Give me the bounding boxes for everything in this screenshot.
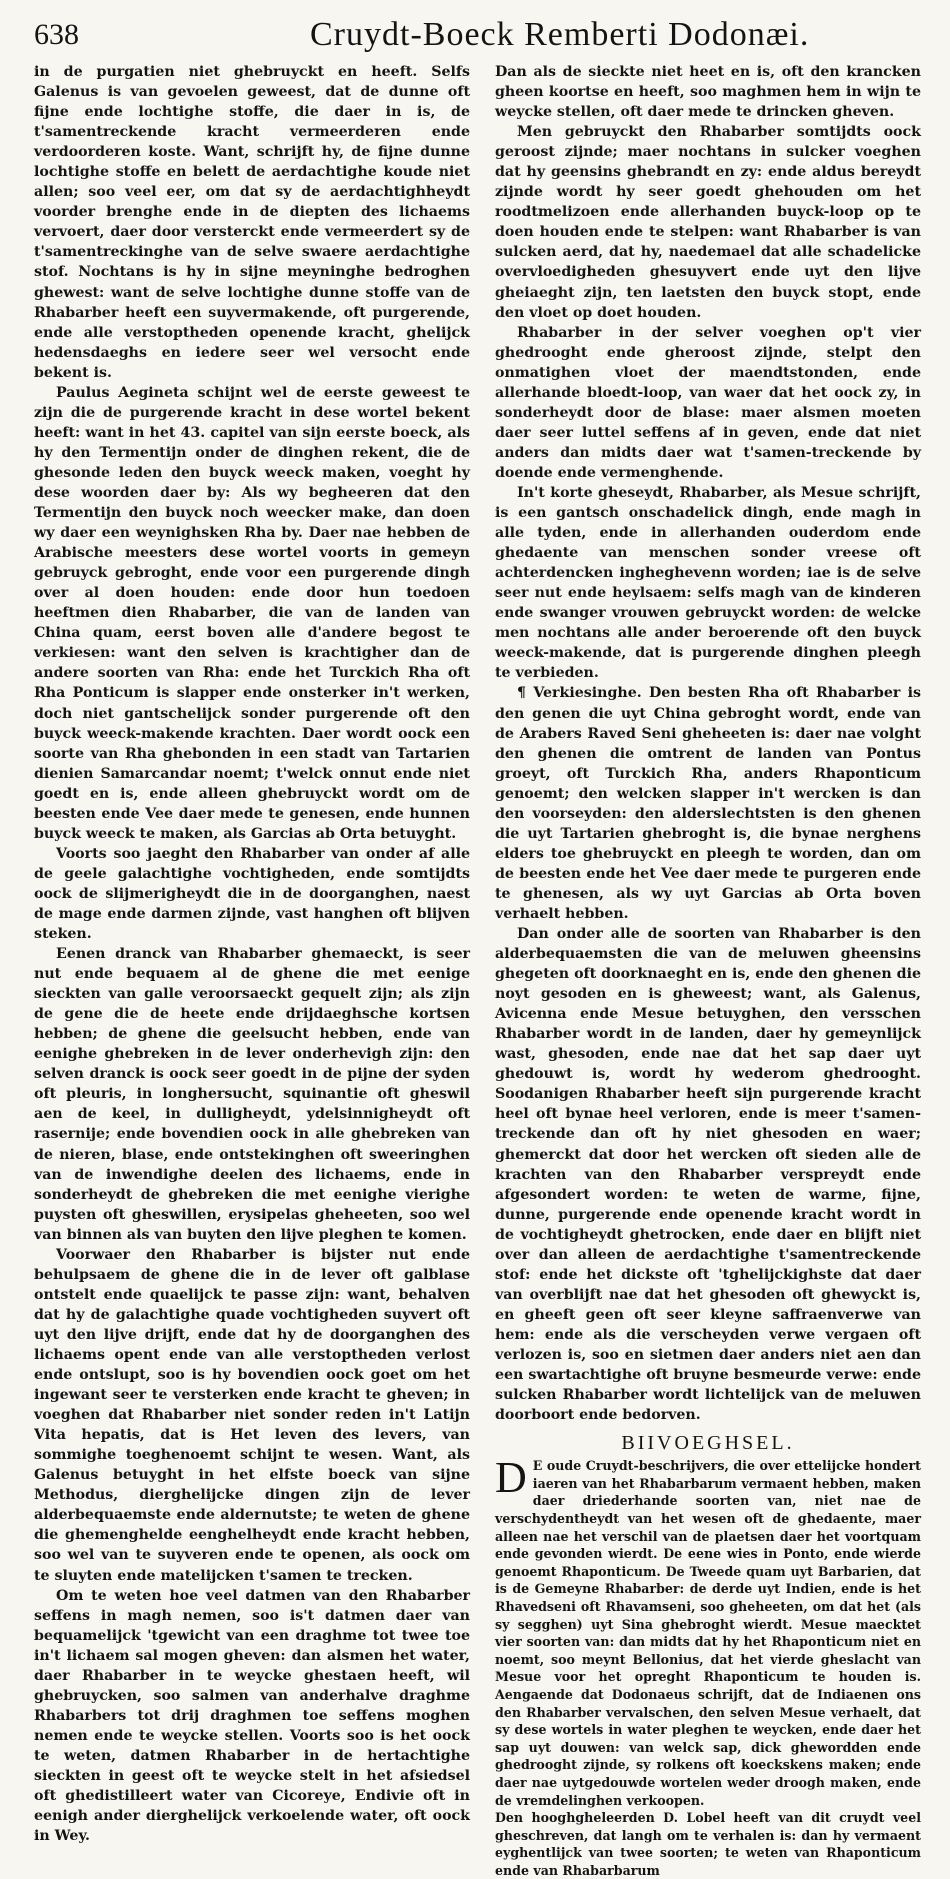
appendix	[495, 1453, 921, 1879]
running-title: Cruydt-Boeck Remberti Dodonæi.	[310, 16, 810, 53]
paragraph: Men gebruyckt den Rhabarber somtijdts oock geroost zijnde; maer nochtans in sulcker voeghen dat hy geensins ghebrandt en zy: ende aldus bereydt zijnde wordt hy seer goedt ghehouden om het roodtmelizoen ende allerhanden buyck-loop op te doen houden ende te stelpen: want Rhabarber is van sulcken aerd, dat hy, naedemael dat alle schadelicke overvloedigheden ghesuyvert ende uyt den lijve gheiaeght zijn, ten laetsten den buyck stopt, ende den vloet op doet houden.	[495, 124, 921, 321]
right-column	[495, 62, 921, 1878]
page-number: 638	[34, 18, 79, 51]
paragraph: Dan als de sieckte niet heet en is, oft den krancken gheen koortse en heeft, soo maghmen hem in wijn te weycke stellen, oft daer mede te drincken gheven.	[495, 64, 921, 121]
paragraph: in de purgatien niet ghebruyckt en heeft. Selfs Galenus is van gevoelen geweest, dat de dunne oft fijne ende lochtighe stoffe, die daer in is, de t'samentreckende kracht vermeerderen ende verdoorderen koste. Want, schrijft hy, de fijne dunne lochtighe stoffe en belett de aerdachtighe koude niet allen; soo veel eer, om dat sy de aerdachtighheydt voorder brenghe ende in de diepten des lichaems vervoert, daer door versterckt ende vermeerdert sy de t'samentreckinghe van de selve swaere aerdachtighe stof. Nochtans is hy in sijne meyninghe bedroghen ghewest: want de selve lochtighe dunne stoffe van de Rhabarber heeft een suyvermakende, oft purgerende, ende alle verstoptheden openende kracht, ghelijck hedensdaeghs en iedere seer wel versocht ende bekent is.	[34, 64, 470, 381]
paragraph: Voorts soo jaeght den Rhabarber van onder af alle de geele galachtighe vochtigheden, ende somtijdts oock de slijmerigheydt die in de doorganghen, naest de mage ende darmen zijnde, vast hanghen oft blijven steken.	[34, 845, 470, 943]
appendix-paragraph	[495, 1453, 921, 1809]
appendix-heading: BIIVOEGHSEL.	[621, 1432, 795, 1455]
appendix-text: E oude Cruydt-beschrijvers, die over ettelijcke hondert iaeren van het Rhabarbarum vermaent hebben, maken daer driederhande soorten van, niet nae de verschydentheydt van het wesen oft de ghedaente, maer alleen nae het verschil van de plaetsen daer het voortquam ende gevonden wierdt. De eene wies in Ponto, ende wierde genoemt Rhaponticum. De Tweede quam uyt Barbarien, dat is de Gemeyne Rhabarber: de derde uyt Indien, ende is het Rhavedseni oft Rhavamseni, soo gheheeten, om dat het (als sy segghen) uyt Sina ghebroght wierdt. Mesue maecktet vier soorten van: dan midts dat hy het Rhaponticum niet en noemt, soo meynt Bellonius, dat het vierde gheslacht van Mesue voor het opreght Rhaponticum te houden is. Aengaende dat Dodonaeus schrijft, dat de Indiaenen ons den Rhabarber vervalschen, den selven Mesue verhaelt, dat sy dese wortels in water pleghen te weycken, ende daer het sap uyt douwen: van welck sap, dick ghewordden ende ghedrooght zijnde, sy rolkens oft koeckskens maken; ende daer nae uytgedouwde wortelen weder droogh maken, ende de vremdelinghen verkoopen.	[495, 1458, 921, 1808]
paragraph: Voorwaer den Rhabarber is bijster nut ende behulpsaem de ghene die in de lever oft galblase ontstelt ende quaelijck te passe zijn: want, behalven dat hy de galachtighe quade vochtigheden suyvert oft uyt den lijve drijft, ende dat hy de doorganghen des lichaems opent ende van alle verstoptheden verlost ende ontslupt, soo is hy bovendien oock goet om het ingewant seer te versterken ende kracht te gheven; in voeghen dat Rhabarber niet sonder reden in't Latijn Vita hepatis, dat is Het leven des levers, van sommighe toeghenoemt schijnt te wesen. Want, als Galenus betuyght in het elfste boeck van sijne Methodus, dierghelijcke dingen zijn de lever alderbequaemste ende aldernutste; te weten de ghene die ghemenghelde eenghelheydt ende kracht hebben, soo wel van te suyveren ende te openen, als oock om te sluyten ende matelijcken t'samen te trecken.	[34, 1246, 470, 1584]
appendix-paragraph: Den hooghgheleerden D. Lobel heeft van dit cruydt veel gheschreven, dat langh om te verhalen is: dan hy vermaent eyghentlijck van twee soorten; te weten van Rhaponticum ende van Rhabarbarum	[495, 1810, 921, 1878]
paragraph: ¶ Verkiesinghe. Den besten Rha oft Rhabarber is den genen die uyt China gebroght wordt, ende van de Arabers Raved Seni gheheeten is: daer nae volght den ghenen die omtrent de landen van Pontus groeyt, oft Turckich Rha, anders Rhaponticum genoemt; den welcken slapper in't wercken is dan den voorseyden: den alderslechtsten is den ghenen die uyt Tartarien ghebroght is, die bynae nerghens elders toe ghebruyckt en pleegh te worden, dan om de beesten ende het Vee daer mede te purgeren ende te ghenesen, als wy uyt Garcias ab Orta boven verhaelt hebben.	[495, 685, 921, 922]
paragraph: Paulus Aegineta schijnt wel de eerste geweest te zijn die de purgerende kracht in dese wortel bekent heeft: want in het 43. capitel van sijn eerste boeck, als hy den Termentijn onder de dinghen rekent, die de ghesonde leden den buyck weeck maken, voeght hy dese woorden daer by: Als wy begheeren dat den Termentijn den buyck noch weecker make, dan doen wy daer een weynighsken Rha by. Daer nae hebben de Arabische meesters dese wortel voorts in gemeyn gebruyck gebroght, ende voor een purgerende dingh over al doen houden: ende door hun toedoen heeftmen dien Rhabarber, die van de landen van China quam, eerst boven alle d'andere begost te verkiesen: want den selven is krachtigher dan de andere soorten van Rha: ende het Turckich Rha oft Rha Ponticum is slapper ende onsterker in't werken, doch niet gantschelijck sonder purgerende oft den buyck weeck-makende krachten. Daer wordt oock een soorte van Rha ghebonden in een stadt van Tartarien dienien Samarcandar noemt; t'welck onnut ende niet goedt en is, ende alleen ghebruyckt wordt om de beesten ende Vee daer mede te genesen, ende hunnen buyck weeck te maken, als Garcias ab Orta betuyght.	[34, 384, 470, 842]
page-header	[30, 8, 920, 54]
paragraph: Rhabarber in der selver voeghen op't vier ghedrooght ende gheroost zijnde, stelpt den onmatighen vloet der maendtstonden, ende allerhande bloedt-loop, van waer dat het oock zy, in sonderheydt door de blase: maer alsmen moeten daer seer luttel seffens af in geven, ende dat niet anders dan midts daer wat t'samen-treckende by doende ende vermenghende.	[495, 324, 921, 481]
paragraph: Eenen dranck van Rhabarber ghemaeckt, is seer nut ende bequaem al de ghene die met eenige sieckten van galle veroorsaeckt gequelt zijn; als zijn de gene die de heete ende drijdaeghsche kortsen hebben; de ghene die geelsucht hebben, ende van eenighe ghebreken in de lever onderhevigh zijn: den selven dranck is oock seer goedt in de pijne der syden oft pleuris, in longhersucht, squinantie oft gheswil aen de keel, in dulligheydt, ydelsinnigheydt oft rasernije; ende bovendien oock in alle ghebreken van de nieren, blase, ende ontstekinghen oft sweeringhen van de inwendighe deelen des lichaems, ende in sonderheydt de ghebreken die met eenighe vierighe puysten oft gheswillen, erysipelas gheheeten, soo wel van binnen als van buyten den lijve pleghen te komen.	[34, 946, 470, 1243]
paragraph: Om te weten hoe veel datmen van den Rhabarber seffens in magh nemen, soo is't datmen daer van bequamelijck 'tgewicht van een draghme tot twee toe in't lichaem sal mogen gheven: dan alsmen het water, daer Rhabarber in te weycke ghestaen heeft, wil ghebruycken, soo salmen van anderhalve draghme Rhabarbers tot drij draghmen toe seffens moghen nemen ende te weycke stellen. Voorts soo is het oock te weten, datmen Rhabarber in de hertachtighe sieckten in geest oft te weycke stelt in het afsiedsel oft ghedistilleert water van Cicoreye, Endivie oft in eenigh ander dierghelijck verkoelende water, oft oock in Wey.	[34, 1587, 470, 1845]
drop-cap: D	[495, 1453, 527, 1503]
paragraph: In't korte gheseydt, Rhabarber, als Mesue schrijft, is een gantsch onschadelick dingh, ende magh in alle tyden, ende in allerhanden ouderdom ende ghedaente van menschen sonder vreese oft achterdencken ingheghevenn worden; iae is de selve seer nut ende heylsaem: selfs magh van de kinderen ende swanger vrouwen gebruyckt worden: de welcke men nochtans alle ander beroerende oft den buyck weeck-makende, dat is purgerende dinghen pleegh te verbieden.	[495, 484, 921, 682]
left-column	[34, 62, 470, 1845]
paragraph: Dan onder alle de soorten van Rhabarber is den alderbequaemsten die van de meluwen gheensins ghegeten oft doorknaeght en is, ende den ghenen die noyt gesoden en is gheweest; want, als Galenus, Avicenna ende Mesue betuyghen, den versschen Rhabarber wordt in de landen, daer hy gemeynlijck wast, ghesoden, ende nae dat het sap daer uyt ghedouwt is, wordt hy wederom ghedrooght. Soodanigen Rhabarber heeft sijn purgerende kracht heel oft bynae heel verloren, ende is meer t'samen-treckende dan oft hy niet ghesoden en waer; ghemerckt dat door het wercken oft sieden alle de krachten van den Rhabarber verspreydt ende afgesondert worden: te weten de warme, fijne, dunne, purgerende ende openende kracht wordt in de vochtigheydt ghetrocken, ende daer en blijft niet over dan alleen de aerdachtighe t'samentreckende stof: ende het dickste oft 'tghelijckighste dat daer van overblijft nae dat het ghesoden oft ghewyckt is, en gheeft geen oft seer kleyne saffraenverwe van hem: ende als die verscheyden verwe vergaen oft verlozen is, soo en sietmen daer anders niet aen dan een swartachtighe oft bruyne besmeurde verwe: ende sulcken Rhabarber wordt lichtelijck van de meluwen doorboort ende bedorven.	[495, 926, 921, 1424]
